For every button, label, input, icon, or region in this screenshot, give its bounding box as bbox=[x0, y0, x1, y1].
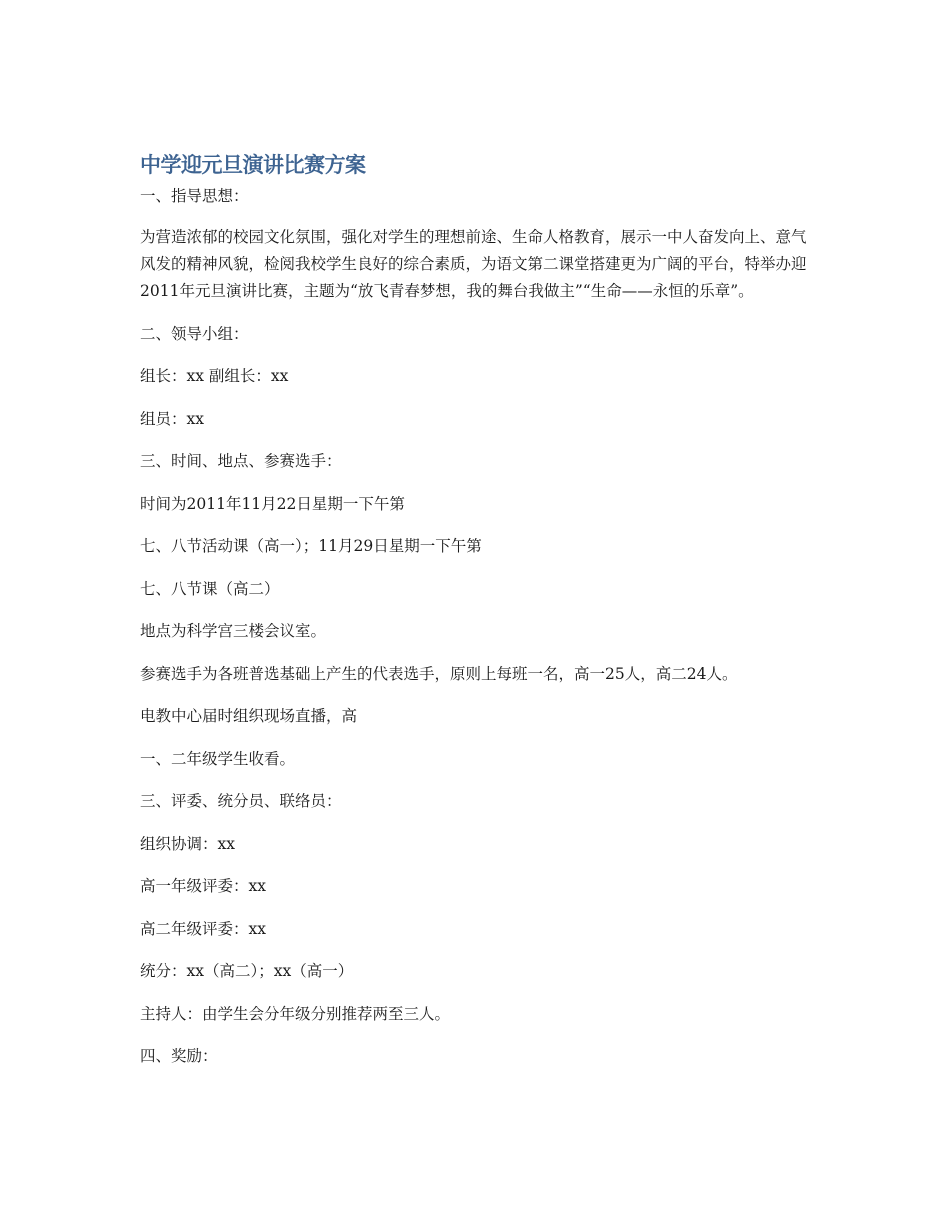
paragraph-grade2-judges: 高二年级评委：xx bbox=[140, 919, 266, 938]
document-body bbox=[140, 150, 820, 1086]
paragraph-time-2: 七、八节活动课（高一）；11月29日星期一下午第 bbox=[140, 537, 482, 555]
paragraph-scorers: 统分：xx（高二）；xx（高一） bbox=[140, 962, 354, 980]
section-heading-guiding-idea: 一、指导思想： bbox=[140, 187, 249, 205]
paragraph-members: 组员：xx bbox=[140, 409, 204, 428]
paragraph-grade1-judges: 高一年级评委：xx bbox=[140, 877, 266, 895]
section-heading-judges: 三、评委、统分员、联络员： bbox=[140, 792, 342, 810]
document-title: 中学迎元旦演讲比赛方案 bbox=[140, 153, 366, 177]
paragraph-leaders: 组长：xx 副组长：xx bbox=[140, 367, 289, 385]
paragraph-broadcast-2: 一、二年级学生收看。 bbox=[140, 749, 296, 768]
paragraph-coordination: 组织协调：xx bbox=[140, 834, 235, 853]
paragraph-time-1: 时间为2011年11月22日星期一下午第 bbox=[140, 494, 405, 513]
paragraph-broadcast-1: 电教中心届时组织现场直播，高 bbox=[140, 707, 358, 725]
section-heading-awards: 四、奖励： bbox=[140, 1047, 218, 1065]
paragraph-time-3: 七、八节课（高二） bbox=[140, 579, 280, 598]
paragraph-guiding-idea-body: 为营造浓郁的校园文化氛围，强化对学生的理想前途、生命人格教育，展示一中人奋发向上、意气风发的精神风貌，检阅我校学生良好的综合素质，为语文第二课堂搭建更为广阔的平台，特举办迎2011年元旦演讲比赛，主题为“放飞青春梦想，我的舞台我做主”“生命——永恒的乐章”。 bbox=[140, 228, 807, 300]
section-heading-leadership: 二、领导小组： bbox=[140, 324, 249, 343]
section-heading-time-place: 三、时间、地点、参赛选手： bbox=[140, 452, 342, 470]
paragraph-contestants: 参赛选手为各班普选基础上产生的代表选手，原则上每班一名，高一25人，高二24人。 bbox=[140, 664, 738, 683]
paragraph-hosts: 主持人：由学生会分年级分别推荐两至三人。 bbox=[140, 1004, 451, 1023]
paragraph-place: 地点为科学宫三楼会议室。 bbox=[140, 622, 327, 640]
